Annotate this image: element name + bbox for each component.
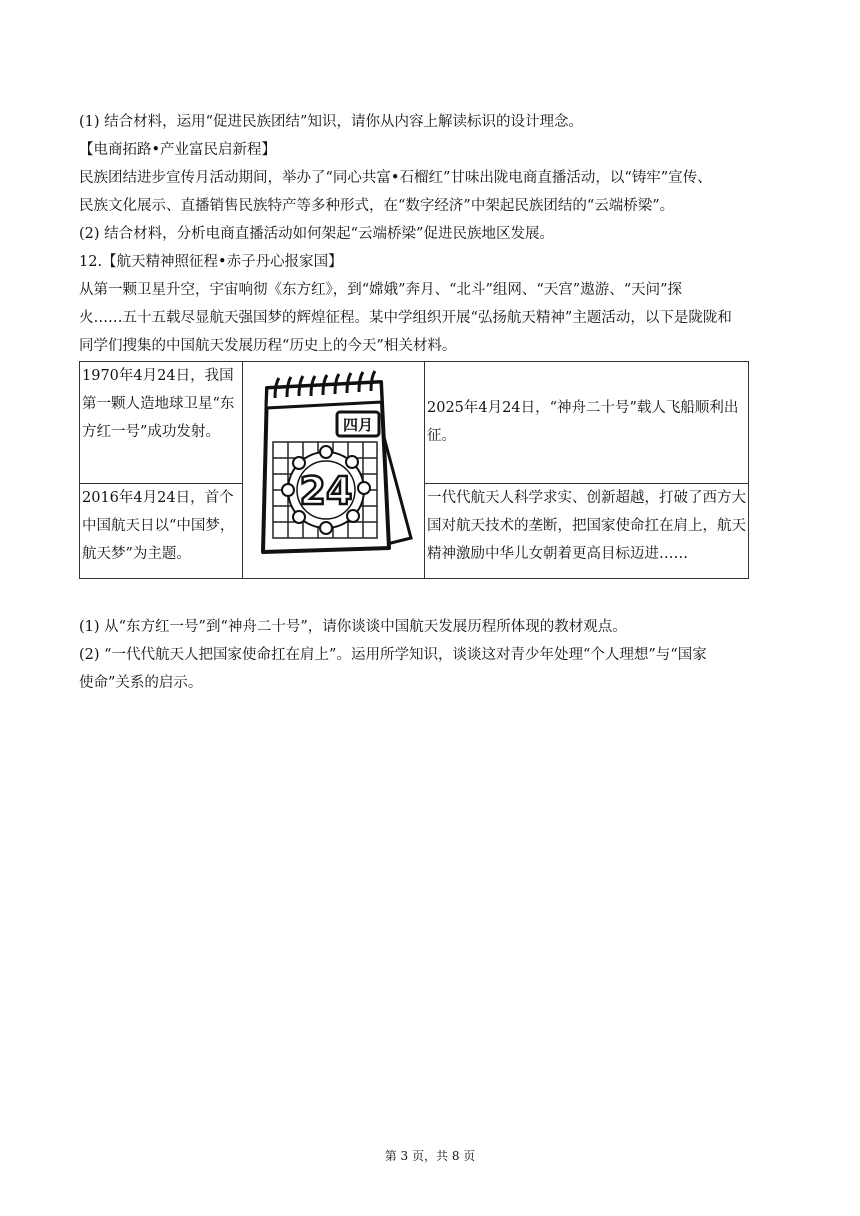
space-paragraph-line-1: 从第一颗卫星升空，宇宙响彻《东方红》，到“嫦娥”奔月、“北斗”组网、“天宫”遨游、“天问”探	[79, 282, 683, 298]
calendar-image-cell	[243, 362, 425, 579]
calendar-day-label: 24	[299, 469, 352, 513]
table-cell-spirit: 一代代航天人科学求实、创新超越，打破了西方大国对航天技术的垄断，把国家使命扛在肩上，航天精神激励中华儿女朝着更高目标迈进……	[425, 483, 749, 578]
table-cell-1970: 1970年4月24日，我国第一颗人造地球卫星“东方红一号”成功发射。	[80, 362, 243, 484]
question-12-2-prompt-line-1: (2) “一代代航天人把国家使命扛在肩上”。运用所学知识，谈谈这对青少年处理“个人理想”与“国家	[79, 647, 707, 663]
ecommerce-paragraph-line-2: 民族文化展示、直播销售民族特产等多种形式，在“数字经济”中架起民族团结的“云端桥梁”。	[79, 198, 675, 214]
section-heading-ecommerce: 【电商拓路•产业富民启新程】	[79, 142, 277, 158]
question-2-prompt: (2) 结合材料，分析电商直播活动如何架起“云端桥梁”促进民族地区发展。	[79, 226, 554, 242]
calendar-icon	[249, 362, 419, 568]
space-paragraph-line-2: 火……五十五载尽显航天强国梦的辉煌征程。某中学组织开展“弘扬航天精神”主题活动，以下是陇陇和	[79, 310, 732, 326]
question-12-2-prompt-line-2: 使命”关系的启示。	[79, 675, 203, 691]
page-footer: 第 3 页，共 8 页	[384, 1149, 476, 1163]
table-row	[80, 362, 749, 484]
ecommerce-paragraph-line-1: 民族团结进步宣传月活动期间，举办了“同心共富•石榴红”甘味出陇电商直播活动，以“铸牢”宣传、	[79, 170, 712, 186]
table-cell-2025: 2025年4月24日，“神舟二十号”载人飞船顺利出征。	[425, 362, 749, 484]
space-paragraph-line-3: 同学们搜集的中国航天发展历程“历史上的今天”相关材料。	[79, 338, 457, 354]
space-history-table	[79, 361, 749, 579]
question-1-prompt: (1) 结合材料，运用“促进民族团结”知识，请你从内容上解读标识的设计理念。	[79, 114, 583, 130]
question-12-heading: 12.【航天精神照征程•赤子丹心报家国】	[79, 254, 343, 270]
table-cell-2016: 2016年4月24日，首个中国航天日以“中国梦，航天梦”为主题。	[80, 483, 243, 578]
page-content	[79, 108, 779, 697]
calendar-month-label: 四月	[342, 416, 373, 434]
question-12-1-prompt: (1) 从“东方红一号”到“神舟二十号”，请你谈谈中国航天发展历程所体现的教材观点。	[79, 619, 627, 635]
